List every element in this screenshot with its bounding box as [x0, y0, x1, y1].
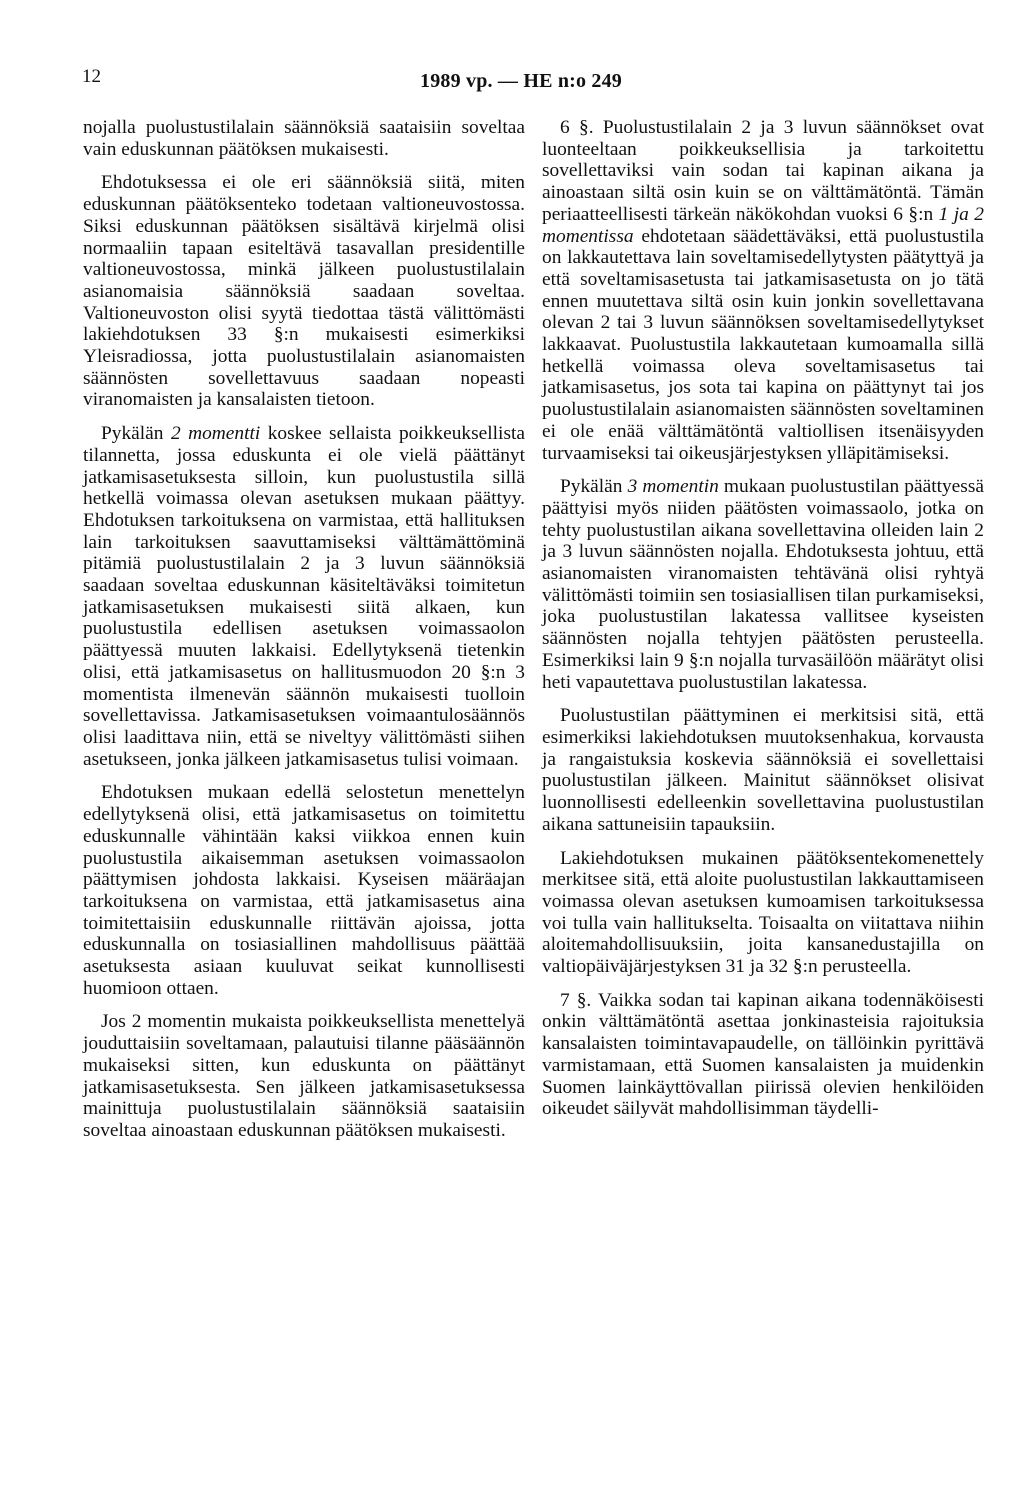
- emphasis: 3 momentin: [627, 476, 719, 498]
- paragraph: [542, 476, 984, 693]
- paragraph: Ehdotuksen mukaan edellä selostetun menettelyn edellytyksenä olisi, että jatkamisasetus on toimitettu eduskunnalle vähintään kaksi viikkoa ennen kuin puolustustila aikaisemman asetuksen voimassaolon päättymisen johdosta lakkaisi. Kyseisen määräajan tarkoituksena on varmistaa, että jatkamisasetus aina toimitettaisiin eduskunnalle riittävän ajoissa, jotta eduskunnalla on tosiasiallinen mahdollisuus päättää asetuksesta asiaan kuuluvat seikat kunnollisesti huomioon ottaen.: [83, 782, 525, 999]
- paragraph-rest: mukaan puolustustilan päättyessä päättyisi myös niiden päätösten voimassaolo, jotka on tehty puolustustilan aikana sovellettavina olleiden lain 2 ja 3 luvun säännösten nojalla. Ehdotuksesta johtuu, että asianomaisten viranomaisten tehtävänä olisi ryhtyä välittömästi toimiin sen tosiasiallisen tilan purkamiseksi, joka puolustustilan lakatessa vallitsee kyseisten säännösten nojalla tehtyjen päätösten perusteella. Esimerkiksi lain 9 §:n nojalla turvasäilöön määrätyt olisi heti vapautettava puolustustilan lakatessa.: [542, 476, 984, 693]
- running-head: 1989 vp. — HE n:o 249: [420, 70, 623, 92]
- right-column: [542, 117, 984, 1132]
- paragraph: [83, 423, 525, 770]
- paragraph: Lakiehdotuksen mukainen päätöksentekomenettely merkitsee sitä, että aloite puolustustilan lakkauttamiseen voimassa olevan asetuksen kumoamisen tarkoituksessa voi tulla vain hallitukselta. Toisaalta on viitattava niihin aloitemahdollisuuksiin, joita kansanedustajilla on valtiopäiväjärjestyksen 31 ja 32 §:n perusteella.: [542, 847, 984, 978]
- left-column: [83, 117, 525, 1154]
- paragraph-lead: Pykälän: [560, 476, 628, 498]
- paragraph: Ehdotuksessa ei ole eri säännöksiä siitä, miten eduskunnan päätöksenteko todetaan valtioneuvostossa. Siksi eduskunnan päätöksen sisältävä kirjelmä olisi normaaliin tapaan esiteltävä tasavallan presidentille valtioneuvostossa, minkä jälkeen puolustustilalain asianomaisia säännöksiä saadaan soveltaa. Valtioneuvoston olisi syytä tiedottaa tästä välittömästi lakiehdotuksen 33 §:n mukaisesti esimerkiksi Yleisradiossa, jotta puolustustilalain asianomaisten säännösten sovellettavuus saadaan nopeasti viranomaisten ja kansalaisten tietoon.: [83, 172, 525, 411]
- page-number: 12: [82, 66, 101, 87]
- paragraph-lead: Pykälän: [101, 423, 171, 445]
- paragraph: 7 §. Vaikka sodan tai kapinan aikana todennäköisesti onkin välttämätöntä asettaa jonkinasteisia rajoituksia kansalaisten toimintavapaudelle, on tällöinkin pyrittävä varmistamaan, että Suomen kansalaisten ja muidenkin Suomen lainkäyttövallan piirissä olevien henkilöiden oikeudet säilyvät mahdollisimman täydelli-: [542, 989, 984, 1120]
- paragraph-rest: koskee sellaista poikkeuksellista tilannetta, jossa eduskunta ei ole vielä päättänyt jatkamisasetuksesta silloin, kun puolustustila sillä hetkellä voimassa olevan asetuksen mukaan päättyy. Ehdotuksen tarkoituksena on varmistaa, että hallituksen lain tarkoituksen saavuttamiseksi välttämättöminä pitämiä puolustustilalain 2 ja 3 luvun säännöksiä saadaan soveltaa eduskunnan käsiteltäväksi toimitetun jatkamisasetuksen mukaisesti siitä alkaen, kun puolustustila edellisen asetuksen voimassaolon päättyessä muuten lakkaisi. Edellytyksenä tietenkin olisi, että jatkamisasetus on hallitusmuodon 20 §:n 3 momentista ilmenevän säännön mukaisesti tuolloin sovellettavissa. Jatkamisasetuksen voimaantulosäännös olisi laadittava niin, että se niveltyy välittömästi siihen asetukseen, jonka jälkeen jatkamisasetus tulisi voimaan.: [83, 423, 525, 770]
- paragraph: [542, 117, 984, 464]
- paragraph-lead: 6 §. Puolustustilalain 2 ja 3 luvun säännökset ovat luonteeltaan poikkeuksellisia ja tarkoitettu sovellettaviksi vain sodan tai kapinan aikana ja ainoastaan siltä osin kuin se on välttämätöntä. Tämän periaatteellisesti tärkeän näkökohdan vuoksi 6 §:n: [542, 117, 984, 225]
- emphasis: 2 momentti: [170, 423, 261, 445]
- paragraph: nojalla puolustustilalain säännöksiä saataisiin soveltaa vain eduskunnan päätöksen mukaisesti.: [83, 117, 525, 160]
- paragraph: Jos 2 momentin mukaista poikkeuksellista menettelyä jouduttaisiin soveltamaan, palautuisi tilanne pääsäännön mukaiseksi sitten, kun eduskunta on päättänyt jatkamisasetuksesta. Sen jälkeen jatkamisasetuksessa mainittuja puolustustilalain säännöksiä saataisiin soveltaa ainoastaan eduskunnan päätöksen mukaisesti.: [83, 1011, 525, 1141]
- emphasis: 1 ja 2 momentissa: [542, 203, 984, 247]
- paragraph-rest: ehdotetaan säädettäväksi, että puolustustila on lakkautettava lain soveltamisedellytysten päätyttyä ja että soveltamisasetusta tai jatkamisasetusta on jo tätä ennen muutettava siltä osin kuin jonkin sovellettavana olevan 2 tai 3 luvun säännöksen soveltamisedellytykset lakkaavat. Puolustustila lakkautetaan kumoamalla sillä hetkellä voimassa oleva soveltamisasetus tai jatkamisasetus, jos sota tai kapina on päättynyt tai jos puolustustilalain asianomaisten säännösten soveltaminen ei ole enää välttämätöntä valtiollisen itsenäisyyden turvaamiseksi tai oikeusjärjestyksen ylläpitämiseksi.: [542, 225, 984, 464]
- paragraph: Puolustustilan päättyminen ei merkitsisi sitä, että esimerkiksi lakiehdotuksen muutoksenhakua, korvausta ja rangaistuksia koskevia säännöksiä ei sovellettaisi puolustustilan jälkeen. Mainitut säännökset olisivat luonnollisesti edelleenkin sovellettavina puolustustilan aikana sattuneisiin tapauksiin.: [542, 705, 984, 835]
